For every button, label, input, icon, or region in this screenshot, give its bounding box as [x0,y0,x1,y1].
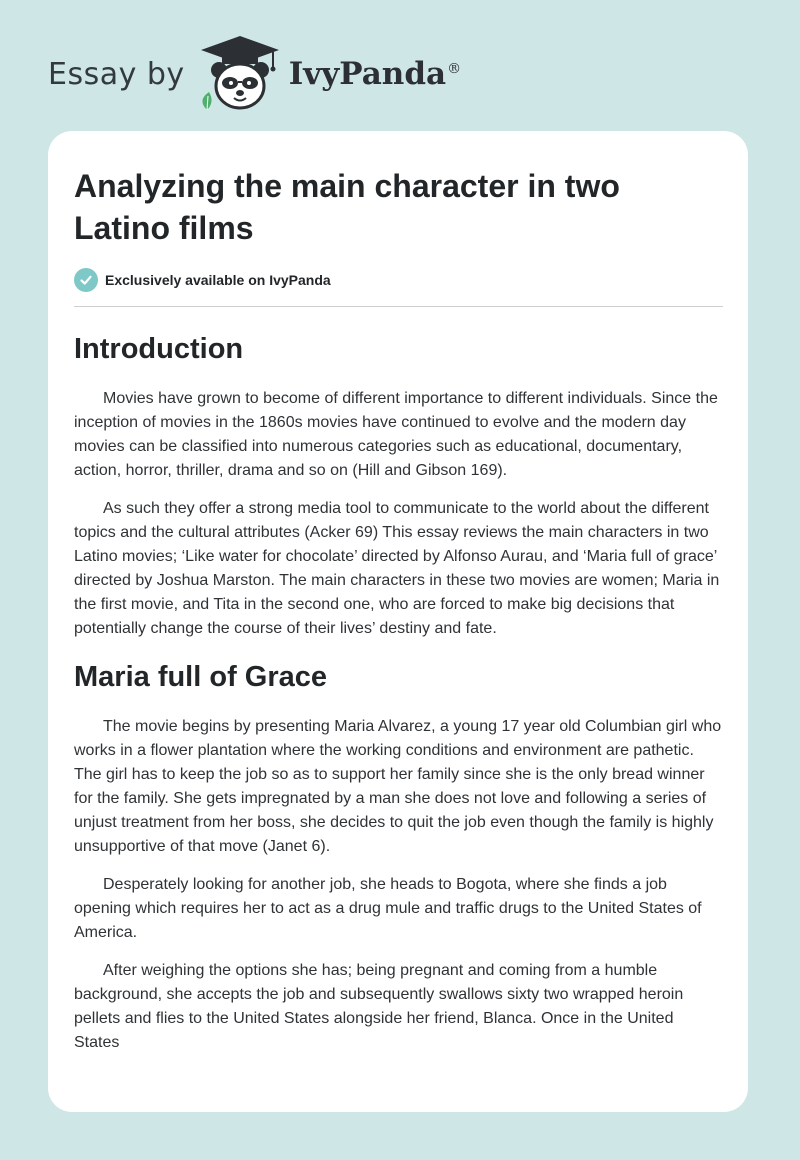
site-header [48,34,461,114]
exclusive-badge [74,268,723,292]
section-heading-introduction: Introduction [74,333,244,365]
paragraph: After weighing the options she has; being pregnant and coming from a humble background, she accepts the job and subsequently swallows sixty two wrapped heroin pellets and flies to the United States alongside her friend, Blanca. Once in the United States [74,962,684,1051]
section-heading-maria-full-of-grace: Maria full of Grace [74,661,328,693]
brand-name[interactable]: IvyPanda® [288,56,462,92]
essay-content [74,165,723,1055]
badge-label: Exclusively available on IvyPanda [105,272,331,288]
divider [74,306,723,307]
check-icon [74,268,98,292]
essay-by-label: Essay by [48,56,185,92]
registered-mark: ® [447,60,462,77]
essay-card [48,131,748,1112]
page-title: Analyzing the main character in two Latino films [74,168,620,246]
paragraph: As such they offer a strong media tool to communicate to the world about the different topics and the cultural attributes (Acker 69) This essay reviews the main characters in two Latino movies; ‘Like water for chocolate’ directed by Alfonso Aurau, and ‘Maria full of grace’ directed by Joshua Marston. The main characters in these two movies are women; Maria in the first movie, and Tita in the second one, who are forced to make big decisions that potentially change the course of their lives’ destiny and fate. [74,500,720,637]
panda-logo-icon[interactable] [195,34,285,114]
paragraph: The movie begins by presenting Maria Alvarez, a young 17 year old Columbian girl who works in a flower plantation where the working conditions and environment are pathetic. The girl has to keep the job so as to support her family since she is the only bread winner for the family. She gets impregnated by a man she does not love and following a series of unjust treatment from her boss, she decides to quit the job even though the family is highly unsupportive of that move (Janet 6). [74,718,722,855]
paragraph: Movies have grown to become of different importance to different individuals. Since the inception of movies in the 1860s movies have continued to evolve and the modern day movies can be classified into numerous categories such as educational, documentary, action, horror, thriller, drama and so on (Hill and Gibson 169). [74,390,718,479]
paragraph: Desperately looking for another job, she heads to Bogota, where she finds a job opening which requires her to act as a drug mule and traffic drugs to the United States of America. [74,876,702,941]
